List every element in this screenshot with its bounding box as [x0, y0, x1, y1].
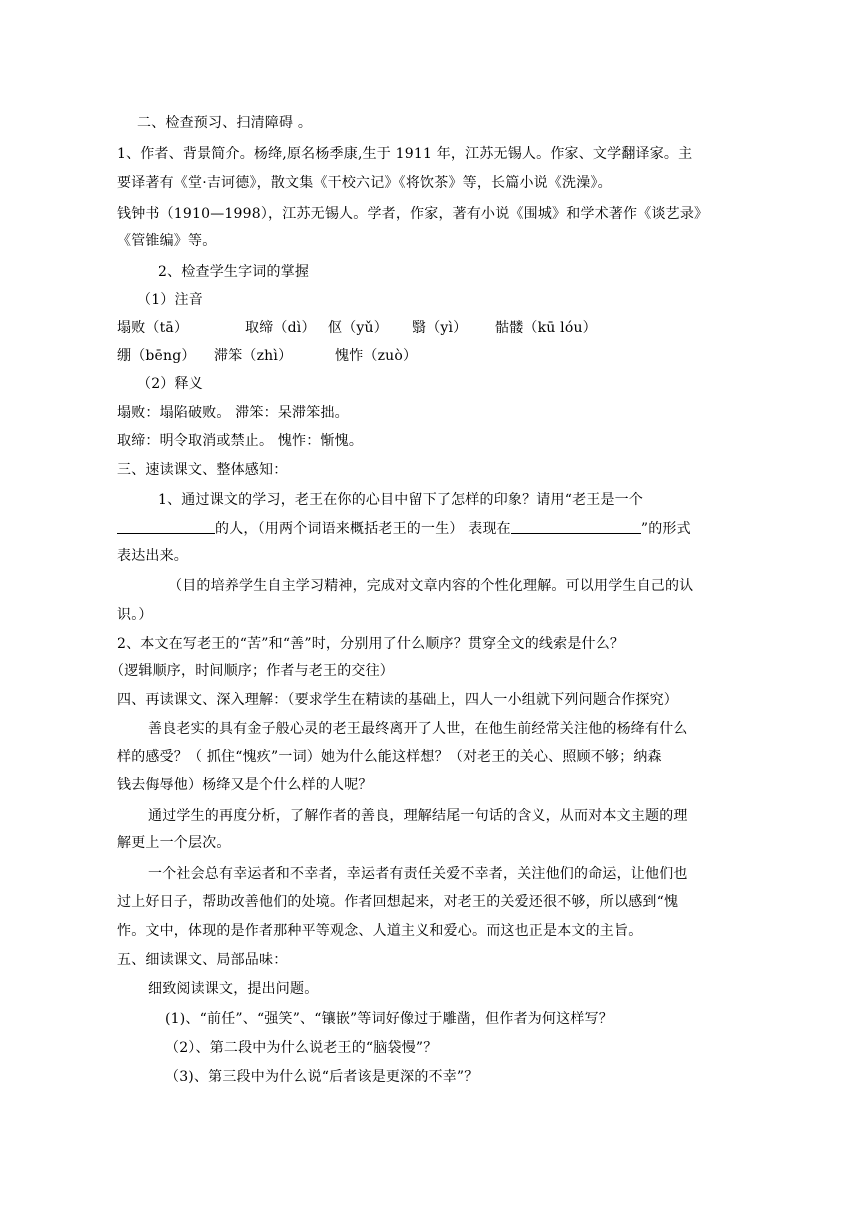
purpose-line2: 识。） [117, 607, 153, 623]
section3-heading: 三、速读课文、整体感知： [117, 462, 288, 478]
meaning-line1: 塌败：塌陷破败。 滞笨：呆滞笨拙。 [117, 405, 349, 421]
purpose-line1: （目的培养学生自主学习精神，完成对文章内容的个性化理解。可以用学生自己的认 [168, 578, 694, 594]
paragraph1-line1: 善良老实的具有金子般心灵的老王最终离开了人世，在他生前经常关注他的杨绛有什么 [148, 721, 688, 737]
pinyin-title: （1）注音 [137, 292, 203, 308]
meaning-title: （2）释义 [137, 376, 203, 392]
section4-heading: 四、再读课文、深入理解：（要求学生在精读的基础上，四人一小组就下列问题合作探究） [117, 692, 678, 708]
pinyin-item: 绷（bēng） [117, 348, 196, 364]
detail-question-1: (1)、“前任”、“强笑”、“镶嵌”等词好像过于雕凿，但作者为何这样写？ [165, 1011, 613, 1027]
vocab-check-heading: 2、检查学生字词的掌握 [158, 264, 310, 280]
paragraph3-line2: 过上好日子，帮助改善他们的处境。作者回想起来，对老王的关爱还很不够，所以感到“愧 [117, 894, 679, 910]
detail-question-3: （3)、第三段中为什么说“后者该是更深的不幸”？ [165, 1069, 479, 1085]
question1-line3: 表达出来。 [117, 548, 188, 564]
question2: 2、本文在写老王的“苦”和“善”时，分别用了什么顺序？贯穿全文的线索是什么？ [117, 636, 625, 652]
question2-answer: （逻辑顺序，时间顺序；作者与老王的交往） [110, 663, 394, 679]
section5-heading: 五、细读课文、局部品味： [117, 952, 288, 968]
question1-line1: 1、通过课文的学习，老王在你的心目中留下了怎样的印象？请用“老王是一个 [158, 492, 644, 508]
author-intro-line1: 1、作者、背景简介。杨绛,原名杨季康,生于 1911 年，江苏无锡人。作家、文学翻译家。主 [117, 146, 693, 162]
author-intro-line2: 要译著有《堂·吉诃德》，散文集《干校六记》《将饮茶》等，长篇小说《洗澡》。 [117, 175, 612, 191]
paragraph1-line2: 样的感受？（ 抓住“愧疚”一词）她为什么能这样想？（对老王的关心、照顾不够；纳森 [117, 749, 662, 765]
qian-intro-line2: 《管锥编》等。 [117, 233, 217, 249]
paragraph3-line3: 怍。文中，体现的是作者那种平等观念、人道主义和爱心。而这也正是本文的主旨。 [117, 923, 643, 939]
paragraph3-line1: 一个社会总有幸运者和不幸者，幸运者有责任关爱不幸者，关注他们的命运，让他们也 [148, 866, 688, 882]
answer-blank[interactable] [511, 519, 641, 534]
pinyin-item: 取缔（dì） [245, 320, 316, 336]
pinyin-item: 翳（yì） [412, 320, 468, 336]
section5-intro: 细致阅读课文，提出问题。 [148, 981, 319, 997]
detail-question-2: （2）、第二段中为什么说老王的“脑袋慢”？ [165, 1040, 438, 1056]
paragraph1-line3: 钱去侮辱他）杨绛又是个什么样的人呢？ [117, 777, 373, 793]
pinyin-item: 伛（yǔ） [328, 320, 388, 336]
section2-heading: 二、检查预习、扫清障碍 。 [137, 115, 313, 131]
paragraph2-line2: 解更上一个层次。 [117, 835, 231, 851]
meaning-line2: 取缔：明令取消或禁止。 愧怍：惭愧。 [117, 433, 364, 449]
pinyin-item: 愧怍（zuò） [335, 348, 418, 364]
pinyin-item: 骷髅（kū lóu） [495, 320, 597, 336]
pinyin-item: 塌败（tā） [117, 320, 189, 336]
pinyin-item: 滞笨（zhì） [214, 348, 293, 364]
answer-blank[interactable] [117, 519, 215, 534]
question1-line2: 的人，（用两个词语来概括老王的一生） 表现在 ”的形式 [117, 519, 737, 539]
paragraph2-line1: 通过学生的再度分析，了解作者的善良，理解结尾一句话的含义，从而对本文主题的理 [148, 808, 688, 824]
qian-intro-line1: 钱钟书（1910—1998），江苏无锡人。学者，作家，著有小说《围城》和学术著作《谈艺录》 [117, 206, 709, 222]
